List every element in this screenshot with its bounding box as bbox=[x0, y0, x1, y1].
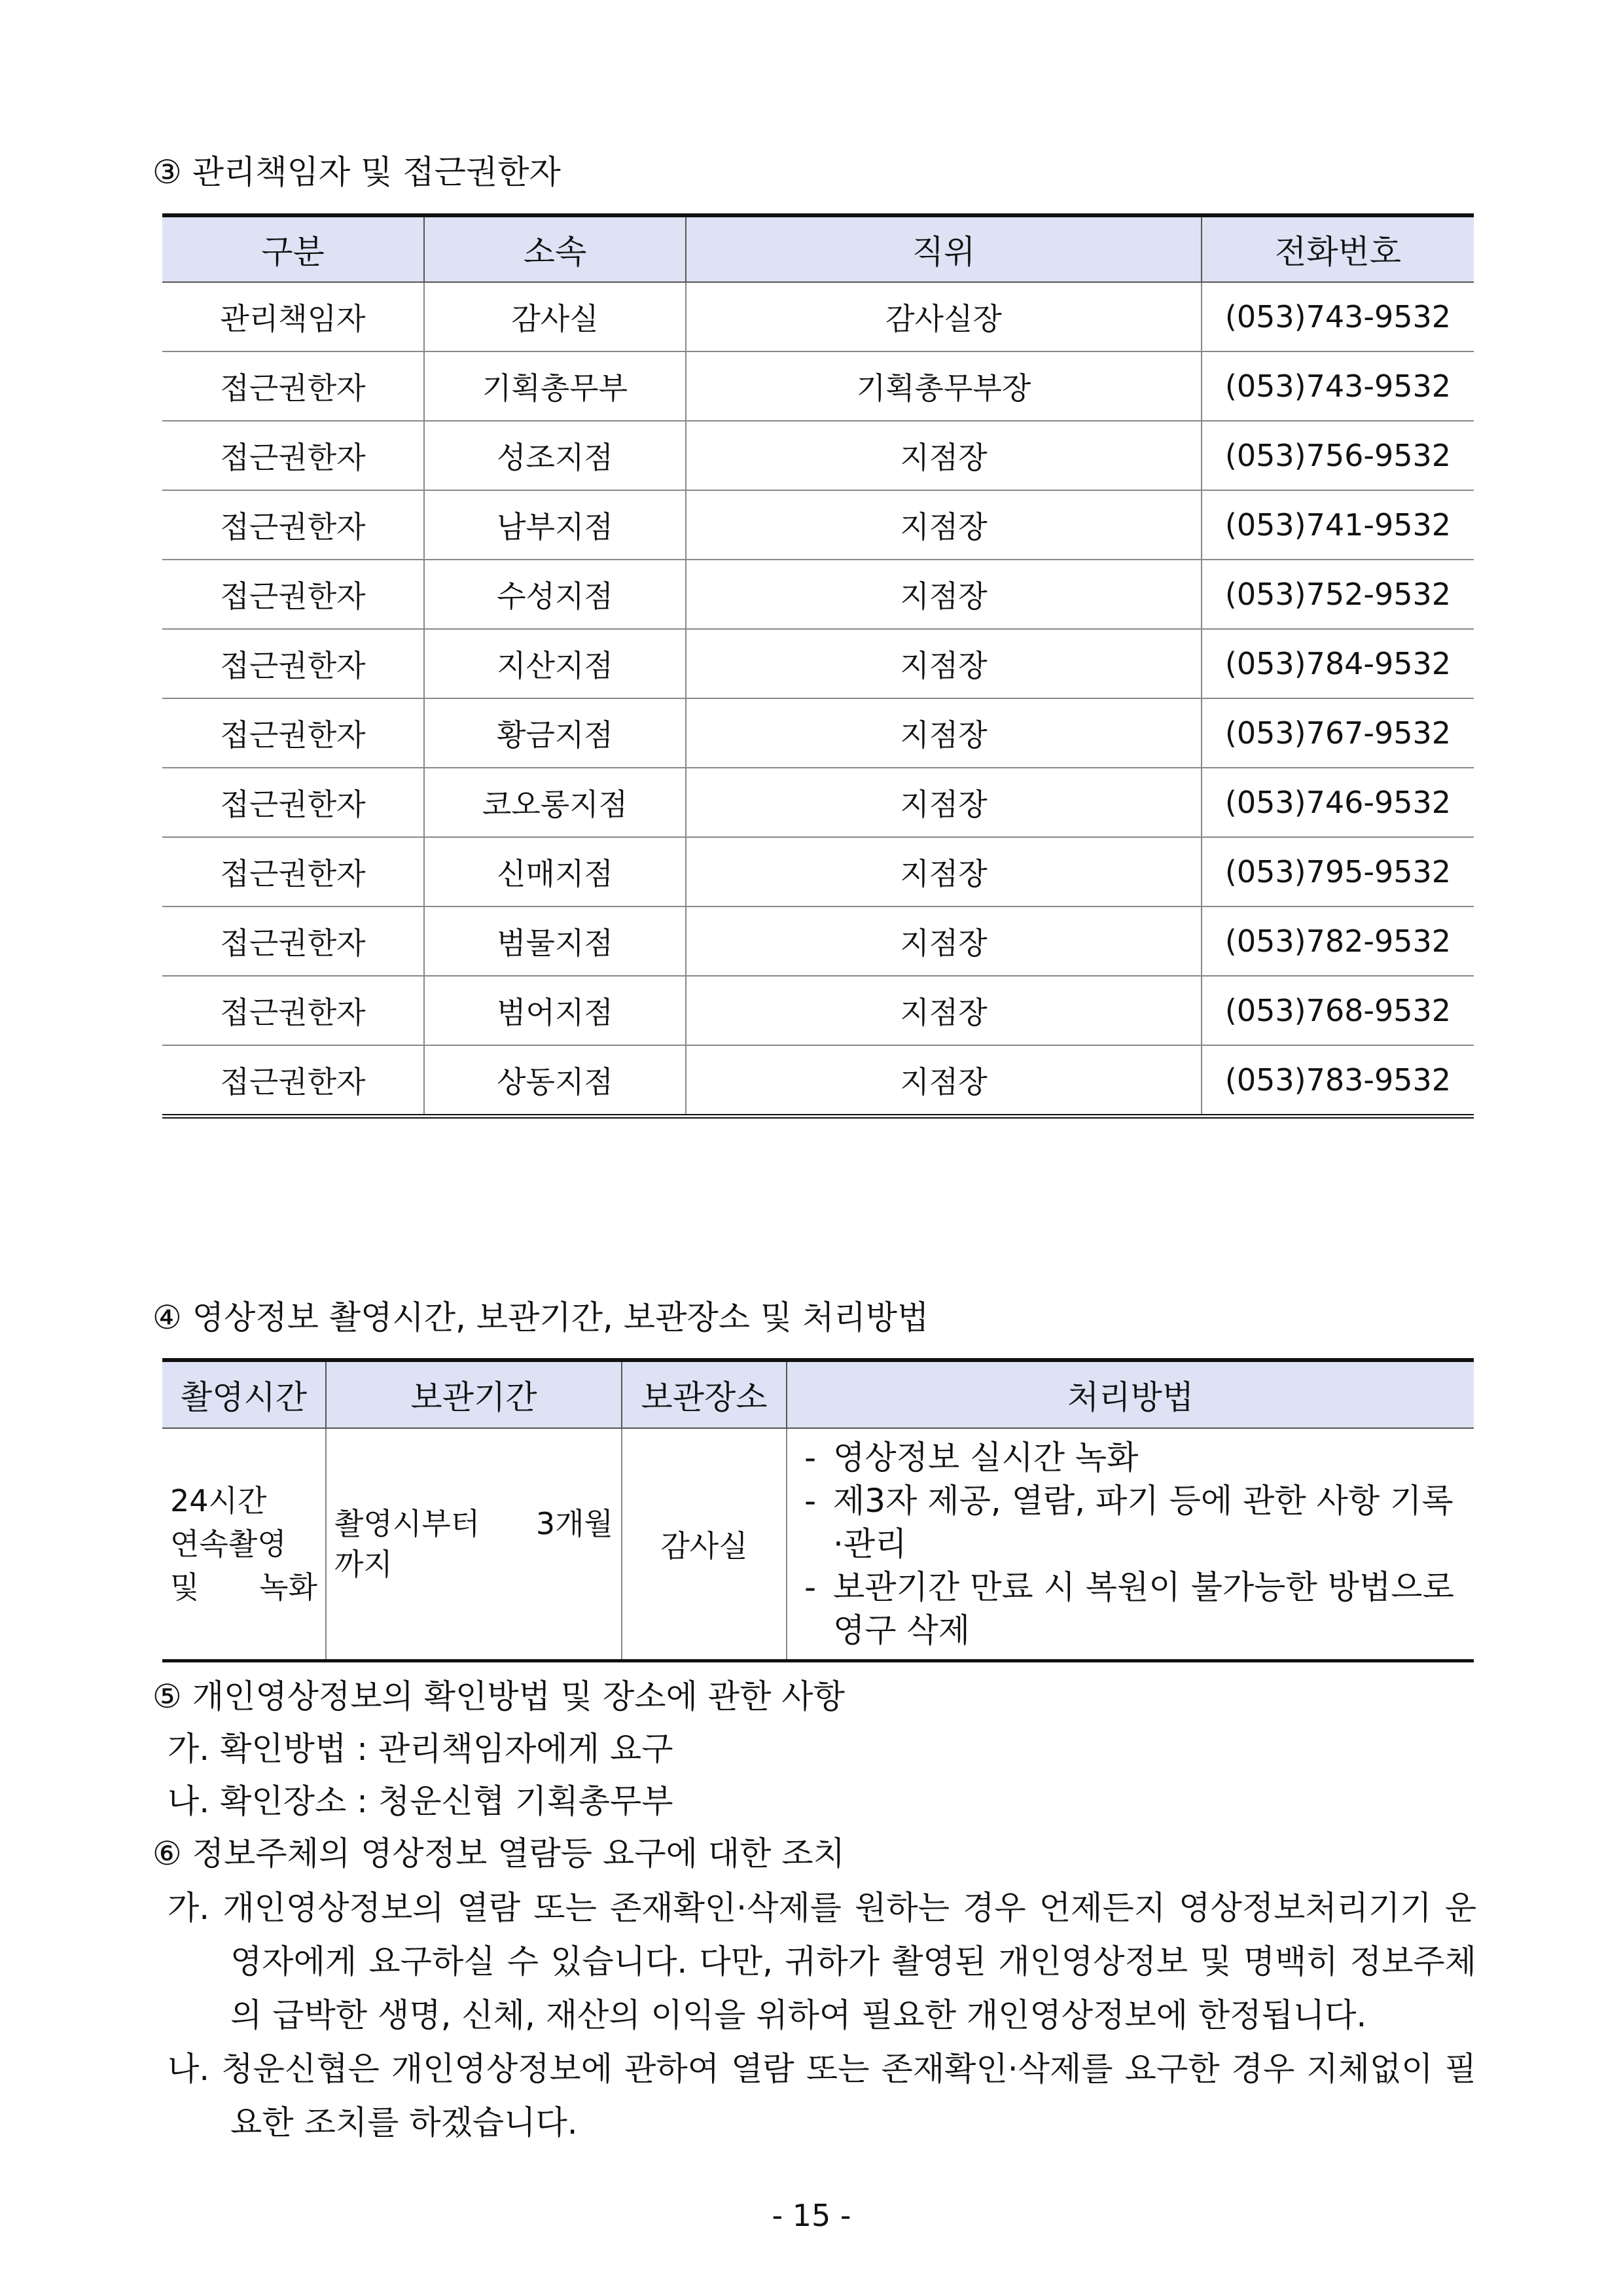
cell-phone: (053)743-9532 bbox=[1202, 282, 1474, 351]
cell-position: 지점장 bbox=[686, 421, 1202, 490]
cell-phone: (053)782-9532 bbox=[1202, 906, 1474, 976]
table-row bbox=[162, 282, 1474, 351]
section6-item: 가. 개인영상정보의 열람 또는 존재확인·삭제를 원하는 경우 언제든지 영상정보처리기기 운영자에게 요구하실 수 있습니다. 다만, 귀하가 촬영된 개인영상정보 및 명백히 정보주체의 급박한 생명, 신체, 재산의 이익을 위하여 필요한 개인영상정보에 한정됩니다. bbox=[168, 1889, 1476, 2034]
list-item: - 영상정보 실시간 녹화 bbox=[795, 1436, 1458, 1479]
video-retention-table bbox=[162, 1358, 1474, 1662]
section6-items bbox=[168, 1881, 1476, 2149]
section3-heading: ③ 관리책임자 및 접근권한자 bbox=[152, 153, 561, 191]
cell-processing-method bbox=[787, 1428, 1474, 1661]
retention-period-line: 까지 bbox=[334, 1547, 393, 1582]
cell-storage-location: 감사실 bbox=[622, 1428, 787, 1661]
table-row bbox=[162, 768, 1474, 837]
column-header-category: 구분 bbox=[162, 215, 424, 282]
section5-heading: ⑤ 개인영상정보의 확인방법 및 장소에 관한 사항 bbox=[152, 1677, 845, 1715]
table-row bbox=[162, 906, 1474, 976]
section5-item: 가. 확인방법 : 관리책임자에게 요구 bbox=[168, 1730, 673, 1768]
recording-time-line: 24시간 bbox=[170, 1483, 267, 1518]
column-header-department: 소속 bbox=[424, 215, 686, 282]
cell-phone: (053)743-9532 bbox=[1202, 351, 1474, 421]
cell-category: 접근권한자 bbox=[162, 629, 424, 698]
cell-department: 신매지점 bbox=[424, 837, 686, 906]
cell-category: 접근권한자 bbox=[162, 837, 424, 906]
cell-position: 지점장 bbox=[686, 837, 1202, 906]
cell-phone: (053)784-9532 bbox=[1202, 629, 1474, 698]
cell-department: 성조지점 bbox=[424, 421, 686, 490]
table-row bbox=[162, 698, 1474, 768]
cell-phone: (053)752-9532 bbox=[1202, 560, 1474, 629]
cell-category: 관리책임자 bbox=[162, 282, 424, 351]
processing-method-list bbox=[795, 1436, 1466, 1652]
cell-category: 접근권한자 bbox=[162, 560, 424, 629]
table-row bbox=[162, 560, 1474, 629]
cell-department: 지산지점 bbox=[424, 629, 686, 698]
section4-heading: ④ 영상정보 촬영시간, 보관기간, 보관장소 및 처리방법 bbox=[152, 1299, 929, 1336]
cell-phone: (053)767-9532 bbox=[1202, 698, 1474, 768]
table-row bbox=[162, 1045, 1474, 1117]
section5-item: 나. 확인장소 : 청운신협 기획총무부 bbox=[168, 1782, 673, 1820]
cell-category: 접근권한자 bbox=[162, 1045, 424, 1117]
cell-position: 기획총무부장 bbox=[686, 351, 1202, 421]
manager-access-table bbox=[162, 213, 1474, 1119]
column-header-phone: 전화번호 bbox=[1202, 215, 1474, 282]
column-header-position: 직위 bbox=[686, 215, 1202, 282]
section6-item: 나. 청운신협은 개인영상정보에 관하여 열람 또는 존재확인·삭제를 요구한 경우 지체없이 필요한 조치를 하겠습니다. bbox=[168, 2050, 1476, 2142]
cell-phone: (053)783-9532 bbox=[1202, 1045, 1474, 1117]
cell-department: 감사실 bbox=[424, 282, 686, 351]
table-row bbox=[162, 351, 1474, 421]
cell-department: 코오롱지점 bbox=[424, 768, 686, 837]
cell-phone: (053)768-9532 bbox=[1202, 976, 1474, 1045]
table-row bbox=[162, 421, 1474, 490]
table-row bbox=[162, 1428, 1474, 1661]
cell-phone: (053)746-9532 bbox=[1202, 768, 1474, 837]
cell-phone: (053)795-9532 bbox=[1202, 837, 1474, 906]
cell-department: 범어지점 bbox=[424, 976, 686, 1045]
cell-category: 접근권한자 bbox=[162, 768, 424, 837]
list-item: - 제3자 제공, 열람, 파기 등에 관한 사항 기록·관리 bbox=[795, 1479, 1458, 1566]
cell-department: 상동지점 bbox=[424, 1045, 686, 1117]
cell-position: 지점장 bbox=[686, 629, 1202, 698]
column-header-recording-time: 촬영시간 bbox=[162, 1360, 326, 1428]
table-header-row bbox=[162, 215, 1474, 282]
column-header-storage-location: 보관장소 bbox=[622, 1360, 787, 1428]
cell-category: 접근권한자 bbox=[162, 490, 424, 560]
cell-category: 접근권한자 bbox=[162, 976, 424, 1045]
table-row bbox=[162, 629, 1474, 698]
column-header-retention-period: 보관기간 bbox=[326, 1360, 622, 1428]
cell-position: 지점장 bbox=[686, 768, 1202, 837]
cell-department: 기획총무부 bbox=[424, 351, 686, 421]
cell-department: 황금지점 bbox=[424, 698, 686, 768]
page-number: - 15 - bbox=[772, 2198, 851, 2233]
cell-phone: (053)741-9532 bbox=[1202, 490, 1474, 560]
table-header-row bbox=[162, 1360, 1474, 1428]
table-row bbox=[162, 490, 1474, 560]
cell-retention-period bbox=[326, 1428, 622, 1661]
column-header-processing-method: 처리방법 bbox=[787, 1360, 1474, 1428]
cell-department: 범물지점 bbox=[424, 906, 686, 976]
cell-category: 접근권한자 bbox=[162, 351, 424, 421]
cell-category: 접근권한자 bbox=[162, 698, 424, 768]
cell-position: 지점장 bbox=[686, 976, 1202, 1045]
cell-department: 남부지점 bbox=[424, 490, 686, 560]
cell-position: 지점장 bbox=[686, 906, 1202, 976]
cell-position: 지점장 bbox=[686, 560, 1202, 629]
cell-department: 수성지점 bbox=[424, 560, 686, 629]
section6-heading: ⑥ 정보주체의 영상정보 열람등 요구에 대한 조치 bbox=[152, 1835, 845, 1873]
table-row bbox=[162, 837, 1474, 906]
list-item: - 보관기간 만료 시 복원이 불가능한 방법으로 영구 삭제 bbox=[795, 1566, 1458, 1652]
cell-position: 지점장 bbox=[686, 1045, 1202, 1117]
cell-recording-time bbox=[162, 1428, 326, 1661]
cell-phone: (053)756-9532 bbox=[1202, 421, 1474, 490]
recording-time-line: 연속촬영 bbox=[170, 1526, 287, 1562]
retention-period-line: 촬영시부터 3개월 bbox=[334, 1506, 613, 1541]
table-row bbox=[162, 976, 1474, 1045]
recording-time-line: 및 녹화 bbox=[170, 1570, 317, 1605]
cell-position: 지점장 bbox=[686, 490, 1202, 560]
cell-category: 접근권한자 bbox=[162, 906, 424, 976]
cell-position: 지점장 bbox=[686, 698, 1202, 768]
cell-category: 접근권한자 bbox=[162, 421, 424, 490]
cell-position: 감사실장 bbox=[686, 282, 1202, 351]
